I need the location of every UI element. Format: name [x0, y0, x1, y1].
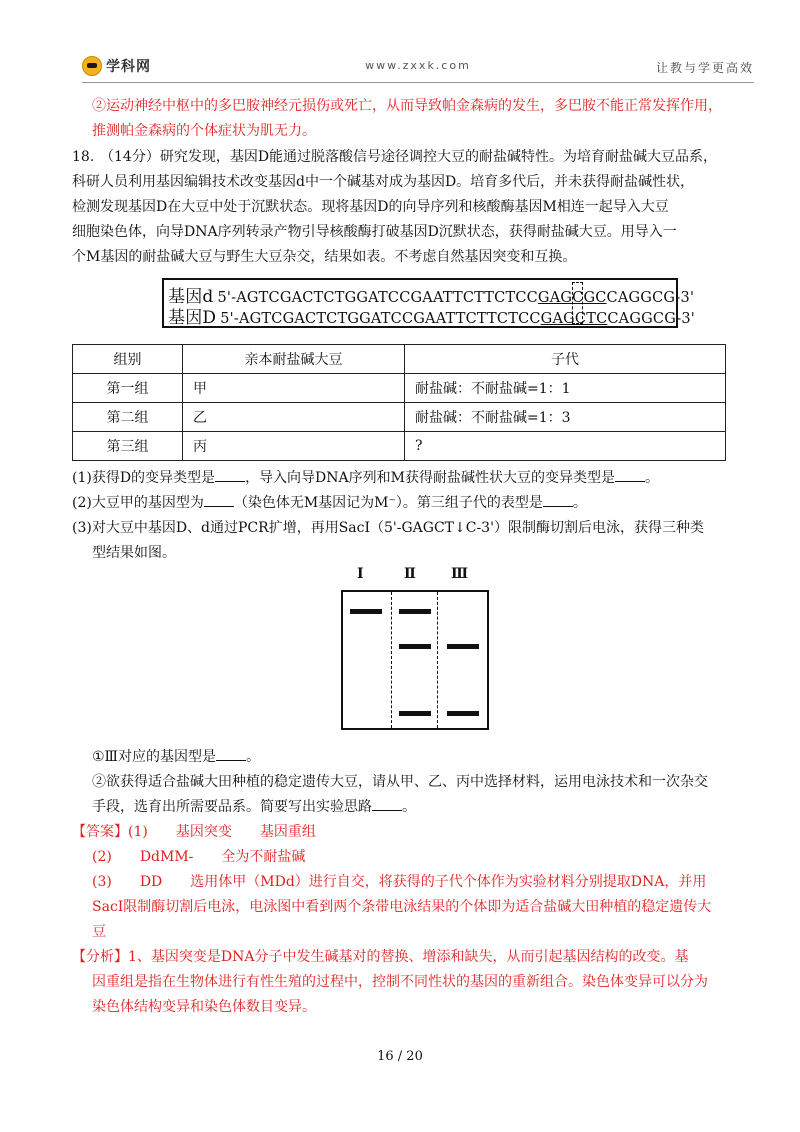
- answer-blank: [215, 467, 245, 482]
- page-number: 16 / 20: [377, 1049, 423, 1064]
- prev-answer-line2: 推测帕金森病的个体症状为肌无力。: [92, 123, 316, 139]
- subquestion-1: (1)获得D的变异类型是 ，导入向导DNA序列和M获得耐盐碱性状大豆的变异类型是 。: [72, 466, 659, 490]
- table-header: 亲本耐盐碱大豆: [183, 345, 405, 374]
- subquestion-2: (2)大豆甲的基因型为 （染色体无M基因记为M⁻）。第三组子代的表型是 。: [72, 491, 587, 515]
- gel-band: [399, 609, 431, 614]
- restriction-site: GAGCGC: [537, 290, 607, 306]
- question-line: 个M基因的耐盐碱大豆与野生大豆杂交，结果如表。不考虑自然基因突变和互换。: [72, 249, 577, 265]
- answer-blank: [615, 467, 645, 482]
- answer-blank: [543, 492, 573, 507]
- question-line: （14分）研究发现，基因D能通过脱落酸信号途径调控大豆的耐盐碱特性。为培育耐盐碱大豆品系，: [100, 149, 718, 165]
- table-cell: ?: [405, 432, 726, 461]
- gel-band: [447, 644, 479, 649]
- subquestion-3-ii-line2: 手段，选育出所需要品系。简要写出实验思路 。: [92, 795, 416, 819]
- sequence-d: 基因d 5'-AGTCGACTCTGGATCCGAATTCTTCTCCGAGCGCCAGGCG-3': [168, 287, 695, 307]
- lane-label: Ⅰ: [357, 566, 364, 582]
- answer-blank: [204, 492, 234, 507]
- lane-label: Ⅱ: [404, 566, 416, 582]
- table-cell: 丙: [183, 432, 405, 461]
- question-number: 18.: [72, 149, 95, 165]
- analysis-line3: 染色体结构变异和染色体数目变异。: [92, 999, 316, 1015]
- answer-line2: (2) DdMM- 全为不耐盐碱: [92, 849, 306, 865]
- sequence-box: [162, 278, 695, 328]
- table-header: 组别: [73, 345, 183, 374]
- gel-band: [399, 644, 431, 649]
- table-header-row: [73, 345, 726, 374]
- subquestion-3-i: ①Ⅲ对应的基因型是 。: [92, 745, 260, 769]
- lane-label: Ⅲ: [451, 566, 469, 582]
- sequence-D: 基因D 5'-AGTCGACTCTGGATCCGAATTCTTCTCCGAGCTCCAGGCG-3': [168, 308, 695, 328]
- table-row: [73, 403, 726, 432]
- gel-electrophoresis-figure: [341, 590, 489, 730]
- gel-band: [399, 711, 431, 716]
- table-cell: 甲: [183, 374, 405, 403]
- slogan: 让教与学更高效: [655, 61, 754, 75]
- table-cell: 第一组: [73, 374, 183, 403]
- gel-band: [447, 711, 479, 716]
- page-header: [82, 56, 754, 78]
- question-line: 科研人员利用基因编辑技术改变基因d中一个碱基对成为基因D。培育多代后，并未获得耐盐碱性状，: [72, 174, 695, 190]
- answer-line1: 【答案】(1) 基因突变 基因重组: [72, 824, 316, 840]
- lane-divider: [437, 592, 438, 728]
- lane-divider: [391, 592, 392, 728]
- table-header: 子代: [405, 345, 726, 374]
- answer-line4: SacI限制酶切割后电泳，电泳图中看到两个条带电泳结果的个体即为适合盐碱大田种植的稳定遗传大: [92, 899, 712, 915]
- site-url: www.zxxk.com: [365, 59, 471, 72]
- logo-text: 学科网: [106, 59, 151, 75]
- subquestion-3-ii-line1: ②欲获得适合盐碱大田种植的稳定遗传大豆，请从甲、乙、丙中选择材料，运用电泳技术和一次杂交: [92, 774, 708, 790]
- table-cell: 第二组: [73, 403, 183, 432]
- analysis-line2: 因重组是指在生物体进行有性生殖的过程中，控制不同性状的基因的重新组合。染色体变异可以分为: [92, 974, 708, 990]
- answer-blank: [372, 796, 402, 811]
- answer-blank: [216, 746, 246, 761]
- gel-band: [350, 609, 382, 614]
- table-cell: 耐盐碱：不耐盐碱=1：1: [405, 374, 726, 403]
- table-row: [73, 374, 726, 403]
- analysis-line1: 【分析】1、基因突变是DNA分子中发生碱基对的替换、增添和缺失，从而引起基因结构的改变。基: [72, 949, 689, 965]
- question-line: 细胞染色体，向导DNA序列转录产物引导核酸酶打破基因D沉默状态，获得耐盐碱大豆。用导入一: [72, 224, 677, 240]
- header-divider: [82, 82, 754, 83]
- results-table: [72, 344, 726, 461]
- analysis-tag: 【分析】: [72, 949, 128, 965]
- table-cell: 第三组: [73, 432, 183, 461]
- answer-tag: 【答案】: [72, 824, 128, 840]
- restriction-site: GAGCTC: [540, 311, 608, 327]
- prev-answer-line1: ②运动神经中枢中的多巴胺神经元损伤或死亡，从而导致帕金森病的发生，多巴胺不能正常发挥作用，: [92, 98, 722, 114]
- subquestion-3-line2: 型结果如图。: [92, 545, 176, 561]
- answer-line5: 豆: [92, 924, 106, 940]
- table-cell: 乙: [183, 403, 405, 432]
- table-cell: 耐盐碱：不耐盐碱=1：3: [405, 403, 726, 432]
- question-line: 检测发现基因D在大豆中处于沉默状态。现将基因D的向导序列和核酸酶基因M相连一起导入大豆: [72, 199, 669, 215]
- answer-line3: (3) DD 选用体甲（MDd）进行自交，将获得的子代个体作为实验材料分别提取DNA，并用: [92, 874, 707, 890]
- mutation-highlight: [572, 282, 583, 324]
- subquestion-3-line1: (3)对大豆中基因D、d通过PCR扩增，再用SacI（5'-GAGCT↓C-3'）限制酶切割后电泳，获得三种类: [72, 520, 704, 536]
- table-row: [73, 432, 726, 461]
